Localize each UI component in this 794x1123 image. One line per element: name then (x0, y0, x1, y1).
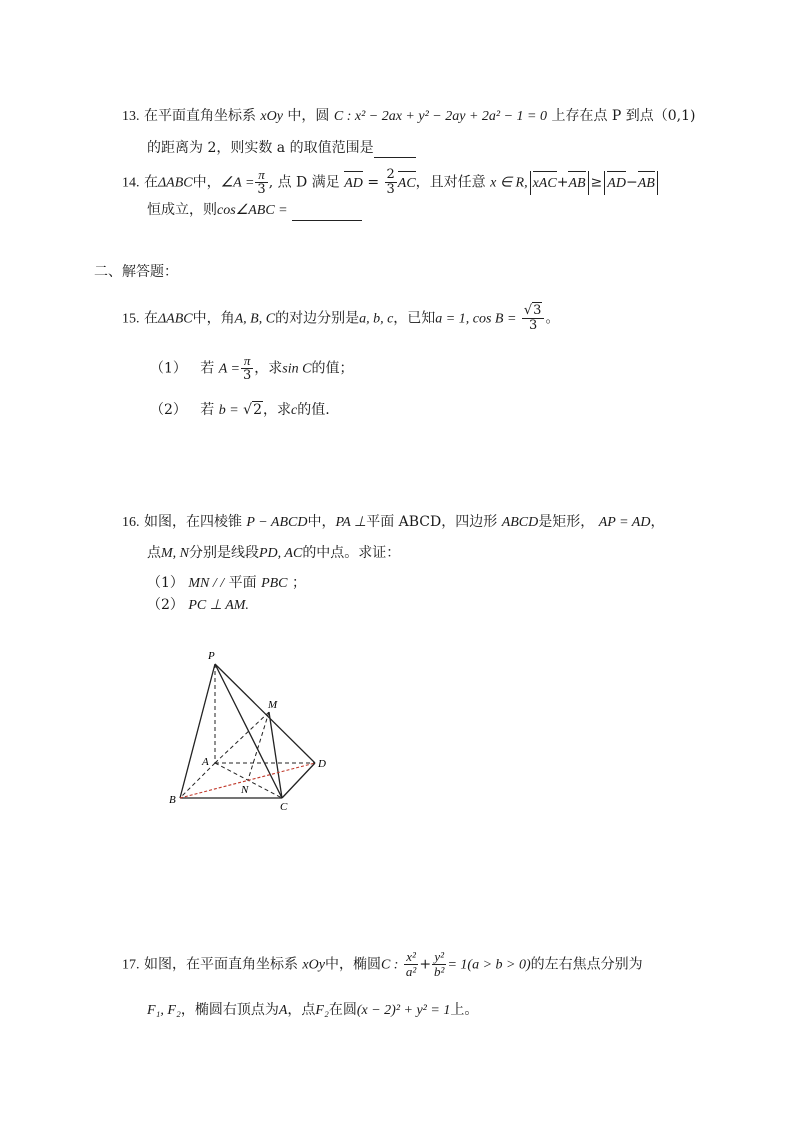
q13-number: 13. (122, 109, 140, 124)
q16-part2-index: （2） (147, 597, 184, 613)
q16-text-b: 中， (307, 514, 336, 530)
q13-line2-text: 的距离为 2，则实数 a 的取值范围是 (147, 140, 374, 156)
q15-part1-index: （1） (150, 360, 187, 377)
q16-abcd: ABCD (501, 515, 539, 530)
q16-line2 (147, 543, 400, 564)
q13-xoy: xOy (260, 109, 283, 124)
q14-number: 14. (122, 175, 140, 191)
q15-part1-text-c: 的值； (311, 360, 354, 377)
q14-pi-over-3 (255, 168, 267, 197)
q17-y2: y² (432, 950, 446, 965)
q13-text-b: 中，圆 (287, 108, 330, 124)
q14-two: 2 (386, 167, 395, 182)
q14-vector-ac: AC (398, 174, 416, 194)
q17-text-c: 的左右焦点分别为 (530, 956, 643, 973)
q15-part1-pi-over-3 (241, 354, 253, 383)
q14-text-a: 在 (143, 174, 158, 191)
q15-sqrt3: √3 (522, 304, 545, 319)
q16-number: 16. (122, 515, 140, 530)
q15-part2-index: （2） (150, 402, 187, 418)
q14-angle: ∠A = (220, 175, 255, 191)
q16-part1-end: ； (291, 575, 306, 591)
q17-c: C : (380, 957, 399, 973)
q17-condition: = 1(a > b > 0) (447, 957, 531, 973)
q13-line1 (122, 106, 696, 127)
q14-line2 (147, 200, 362, 221)
q17-plus: + (419, 956, 432, 973)
q14-ge: ≥ (590, 174, 603, 191)
q15-condition: a = 1, cos B = (435, 311, 517, 327)
q15-text-d: ，已知 (393, 310, 436, 327)
q15-part1-a: A = (218, 361, 240, 377)
q17-x2: x² (404, 950, 418, 965)
q15-end: 。 (545, 310, 560, 327)
q14-abs-bar (604, 171, 605, 195)
q14-pi: π (255, 168, 267, 183)
q14-three-b: 3 (386, 182, 395, 197)
q17-a2: a² (405, 964, 417, 979)
q14-answer-blank[interactable] (292, 200, 362, 221)
q16-part2-text: PC ⊥ AM. (188, 598, 249, 613)
q16-part1-pbc: PBC (261, 576, 288, 591)
q14-vector-ab: AB (568, 174, 585, 194)
q15-text-c: 的对边分别是 (275, 310, 360, 327)
q14-abs-bar (657, 171, 658, 195)
q14-line2-text: 恒成立，则 (147, 202, 217, 218)
q14-triangle: ΔABC (157, 175, 193, 191)
q15-triangle: ΔABC (157, 311, 193, 327)
q14-plus: + (556, 174, 569, 191)
q17-line2-text-c: 在圆 (328, 1002, 357, 1018)
q13-text-a: 在平面直角坐标系 (143, 108, 256, 124)
q15-line1 (122, 304, 559, 333)
q16-mn: M, N (161, 546, 189, 561)
label-n: N (241, 784, 249, 796)
q16-ap-eq-ad: AP = AD (598, 515, 651, 530)
q15-text-a: 在 (143, 310, 158, 327)
q13-answer-blank[interactable] (374, 137, 416, 158)
q14-abs-bar (530, 171, 531, 195)
q14-vector-xac: xAC (533, 174, 557, 194)
q17-line2-text-a: ，椭圆右顶点为 (180, 1002, 279, 1018)
q15-sqrt3-over-3 (522, 304, 545, 333)
label-p: P (208, 650, 215, 662)
q15-part1-pi: π (241, 354, 253, 369)
q16-line2-text-a: 点 (147, 545, 161, 561)
q16-pd-ac: PD, AC (259, 546, 303, 561)
q15-part1-text-b: ，求 (254, 360, 283, 377)
q14-minus: − (625, 174, 638, 191)
q15-text-b: 中，角 (192, 310, 235, 327)
q15-number: 15. (122, 311, 140, 327)
q15-angles: A, B, C (234, 311, 276, 327)
q14-text-b: 中， (192, 174, 221, 191)
q17-f2: F₂ (315, 1003, 329, 1018)
q17-xoy: xOy (302, 957, 325, 973)
q15-part1-three: 3 (242, 368, 252, 383)
q15-part2-text-d: 的值. (297, 402, 330, 418)
q16-part1 (147, 573, 306, 594)
q13-line2 (147, 137, 416, 158)
q17-line2 (147, 1000, 478, 1021)
q17-number: 17. (122, 957, 140, 973)
label-a: A (202, 756, 209, 768)
q16-text-e: ， (650, 514, 665, 530)
q17-circle-eq: (x − 2)² + y² = 1 (356, 1003, 451, 1018)
q16-part1-mn: MN / / (188, 576, 225, 591)
label-b: B (169, 794, 176, 806)
q17-x2-over-a2 (404, 950, 418, 979)
q16-pa-perp: PA ⊥ (335, 515, 367, 530)
q17-a: A (278, 1003, 288, 1018)
label-c: C (280, 801, 288, 813)
q16-text-d: 是矩形， (538, 514, 595, 530)
q17-line1 (122, 950, 643, 979)
q14-three: 3 (257, 182, 266, 197)
q14-eq: = (367, 174, 380, 191)
q17-b2: b² (434, 964, 445, 979)
q13-circle-equation: C : x² − 2ax + y² − 2ay + 2a² − 1 = 0 (333, 109, 547, 124)
q16-pyramid: P − ABCD (246, 515, 308, 530)
q15-part1-text-a: 若 (200, 360, 215, 377)
q17-line2-text-d: 上。 (450, 1002, 479, 1018)
q17-text-a: 如图，在平面直角坐标系 (143, 956, 298, 973)
q15-sides: a, b, c (359, 311, 394, 327)
q17-line2-text-b: ，点 (287, 1002, 316, 1018)
label-d: D (318, 758, 326, 770)
q14-line1 (122, 168, 660, 197)
q17-text-b: 中，椭圆 (324, 956, 381, 973)
q14-text-c: , 点 D 满足 (268, 174, 340, 191)
q16-part1-index: （1） (147, 575, 184, 591)
section-heading: 二、解答题： (94, 264, 178, 280)
q16-line1 (122, 512, 664, 533)
q15-part1-sinc: sin C (282, 361, 312, 377)
edge-pb (180, 664, 215, 798)
q16-text-a: 如图，在四棱锥 (143, 514, 242, 530)
q17-foci: F₁, F₂ (147, 1003, 181, 1018)
q17-y2-over-b2 (432, 950, 446, 979)
q15-part2 (150, 400, 330, 421)
q14-vector-ad-2: AD (607, 174, 626, 194)
q13-text-c: 上存在点 P 到点（0,1) (551, 108, 696, 124)
label-m: M (268, 699, 278, 711)
q14-text-d: ，且对任意 (415, 174, 486, 191)
q15-three: 3 (529, 318, 538, 333)
q16-part2 (147, 595, 249, 616)
q16-text-c: 平面 ABCD，四边形 (366, 514, 498, 530)
q15-part2-b-eq: b = (218, 403, 239, 418)
q14-abs-bar (588, 171, 589, 195)
q14-x-in-r: x ∈ R, (490, 175, 528, 191)
q14-vector-ad: AD (344, 174, 363, 194)
q15-part2-sqrt2: √2 (243, 402, 262, 418)
q14-two-thirds (385, 168, 397, 197)
edge-cd (282, 763, 315, 798)
q16-line2-text-b: 分别是线段 (189, 545, 259, 561)
q15-part2-text-b: ，求 (262, 402, 291, 418)
edge-ab (180, 763, 215, 798)
q15-part2-text-a: 若 (200, 402, 215, 418)
q15-part2-c: c (290, 403, 298, 418)
q14-vector-ab-2: AB (638, 174, 655, 194)
pyramid-figure (150, 640, 350, 820)
q14-cos: cos∠ABC = (217, 203, 288, 218)
q16-part1-plane: 平面 (228, 575, 257, 591)
q16-line2-text-c: 的中点。求证： (302, 545, 401, 561)
q15-part1 (150, 354, 353, 383)
